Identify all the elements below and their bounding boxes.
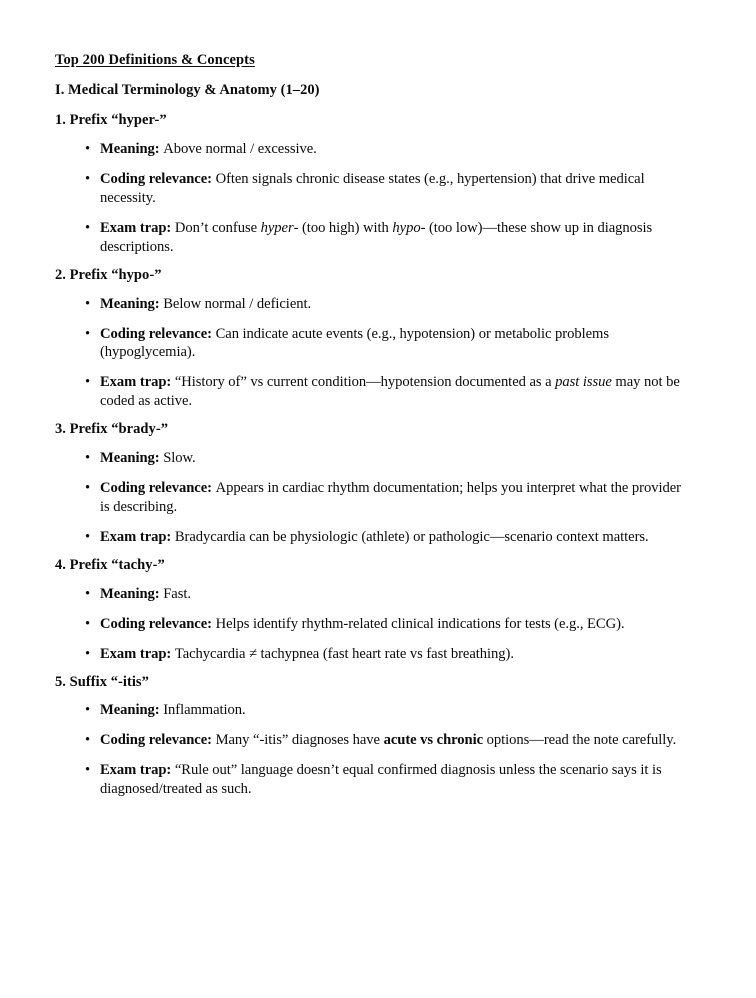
bullet-icon: •: [85, 702, 91, 719]
bullet-icon: •: [85, 645, 91, 662]
entry-bullets: [55, 295, 686, 412]
exam-trap-text: [100, 220, 652, 255]
meaning-label: Meaning:: [100, 585, 164, 602]
coding-relevance-label: Coding relevance:: [100, 480, 216, 497]
bullet-item: [55, 645, 686, 664]
meaning-text: Above normal / excessive.: [163, 141, 317, 158]
coding-relevance-label: Coding relevance:: [100, 325, 216, 342]
exam-trap-label: Exam trap:: [100, 374, 175, 391]
meaning-label: Meaning:: [100, 295, 164, 312]
meaning-label: Meaning:: [100, 141, 164, 158]
definition-entry: [55, 421, 686, 547]
entry-heading: 1. Prefix “hyper-”: [55, 112, 167, 129]
coding-relevance-run-2: options—read the note carefully.: [483, 732, 677, 749]
definition-entry: [55, 267, 686, 412]
exam-trap-text: [100, 374, 680, 409]
exam-trap-run-4: - (too low)—these show up in diagnosis descriptions.: [100, 219, 653, 255]
bullet-item: [55, 528, 686, 547]
bullet-icon: •: [85, 374, 91, 391]
bullet-icon: •: [85, 325, 91, 342]
meaning-text: Fast.: [163, 585, 191, 602]
bullet-icon: •: [85, 170, 91, 187]
entry-heading: 3. Prefix “brady-”: [55, 421, 168, 438]
exam-trap-label: Exam trap:: [100, 219, 175, 236]
meaning-text: Below normal / deficient.: [163, 295, 312, 312]
entry-bullets: [55, 449, 686, 547]
bullet-item: [55, 449, 686, 468]
coding-relevance-run-1: acute vs chronic: [383, 732, 484, 749]
entry-heading: 5. Suffix “-itis”: [55, 673, 149, 690]
bullet-icon: •: [85, 585, 91, 602]
entry-bullets: [55, 585, 686, 664]
bullet-item: [55, 479, 686, 517]
coding-relevance-text: Can indicate acute events (e.g., hypotension) or metabolic problems (hypoglycemia).: [100, 325, 609, 361]
exam-trap-run-0: Don’t confuse: [174, 219, 261, 236]
exam-trap-run-3: hypo: [392, 219, 421, 236]
bullet-item: [55, 615, 686, 634]
exam-trap-run-2: - (too high) with: [293, 219, 393, 236]
bullet-item: [55, 761, 686, 799]
exam-trap-label: Exam trap:: [100, 528, 175, 545]
definition-entry: [55, 112, 686, 257]
bullet-item: [55, 140, 686, 159]
bullet-item: [55, 731, 686, 750]
bullet-item: [55, 295, 686, 314]
page-title: Top 200 Definitions & Concepts: [55, 52, 255, 68]
exam-trap-run-0: Tachycardia ≠ tachypnea (fast heart rate vs fast breathing).: [174, 645, 514, 662]
bullet-item: [55, 373, 686, 411]
meaning-label: Meaning:: [100, 702, 164, 719]
entry-heading: 4. Prefix “tachy-”: [55, 556, 165, 573]
entry-heading: 2. Prefix “hypo-”: [55, 266, 162, 283]
exam-trap-label: Exam trap:: [100, 762, 175, 779]
coding-relevance-label: Coding relevance:: [100, 170, 216, 187]
exam-trap-run-0: Bradycardia can be physiologic (athlete) or pathologic—scenario context matters.: [174, 528, 649, 545]
coding-relevance-text: Helps identify rhythm-related clinical indications for tests (e.g., ECG).: [215, 615, 625, 632]
entry-bullets: [55, 701, 686, 799]
section-heading: I. Medical Terminology & Anatomy (1–20): [55, 82, 320, 99]
exam-trap-text: [175, 529, 649, 545]
exam-trap-run-0: “History of” vs current condition—hypotension documented as a: [174, 374, 556, 391]
coding-relevance-label: Coding relevance:: [100, 615, 216, 632]
meaning-text: Slow.: [163, 450, 196, 467]
coding-relevance-text: Appears in cardiac rhythm documentation; helps you interpret what the provider is describing.: [100, 480, 681, 515]
bullet-icon: •: [85, 295, 91, 312]
bullet-item: [55, 701, 686, 720]
bullet-icon: •: [85, 732, 91, 749]
definition-entry: [55, 674, 686, 800]
exam-trap-run-1: hyper: [260, 219, 294, 236]
bullet-item: [55, 219, 686, 257]
bullet-icon: •: [85, 141, 91, 158]
exam-trap-run-2: may not be coded as active.: [100, 374, 680, 410]
bullet-icon: •: [85, 528, 91, 545]
bullet-icon: •: [85, 762, 91, 779]
definition-entry: [55, 557, 686, 664]
bullet-item: [55, 585, 686, 604]
bullet-icon: •: [85, 480, 91, 497]
exam-trap-label: Exam trap:: [100, 645, 175, 662]
entries-list: [55, 112, 686, 799]
coding-relevance-run-0: Many “-itis” diagnoses have: [215, 732, 384, 749]
exam-trap-run-0: “Rule out” language doesn’t equal confirmed diagnosis unless the scenario says it is diagnosed/treated as such.: [100, 762, 662, 798]
coding-relevance-text: [216, 732, 677, 748]
exam-trap-text: [175, 646, 514, 662]
bullet-icon: •: [85, 450, 91, 467]
coding-relevance-label: Coding relevance:: [100, 732, 216, 749]
bullet-item: [55, 170, 686, 208]
bullet-icon: •: [85, 219, 91, 236]
exam-trap-text: [100, 762, 662, 797]
bullet-icon: •: [85, 615, 91, 632]
meaning-label: Meaning:: [100, 450, 164, 467]
coding-relevance-text: Often signals chronic disease states (e.g., hypertension) that drive medical necessity.: [100, 170, 645, 206]
bullet-item: [55, 325, 686, 363]
meaning-text: Inflammation.: [163, 702, 246, 719]
exam-trap-run-1: past issue: [555, 374, 612, 391]
entry-bullets: [55, 140, 686, 257]
